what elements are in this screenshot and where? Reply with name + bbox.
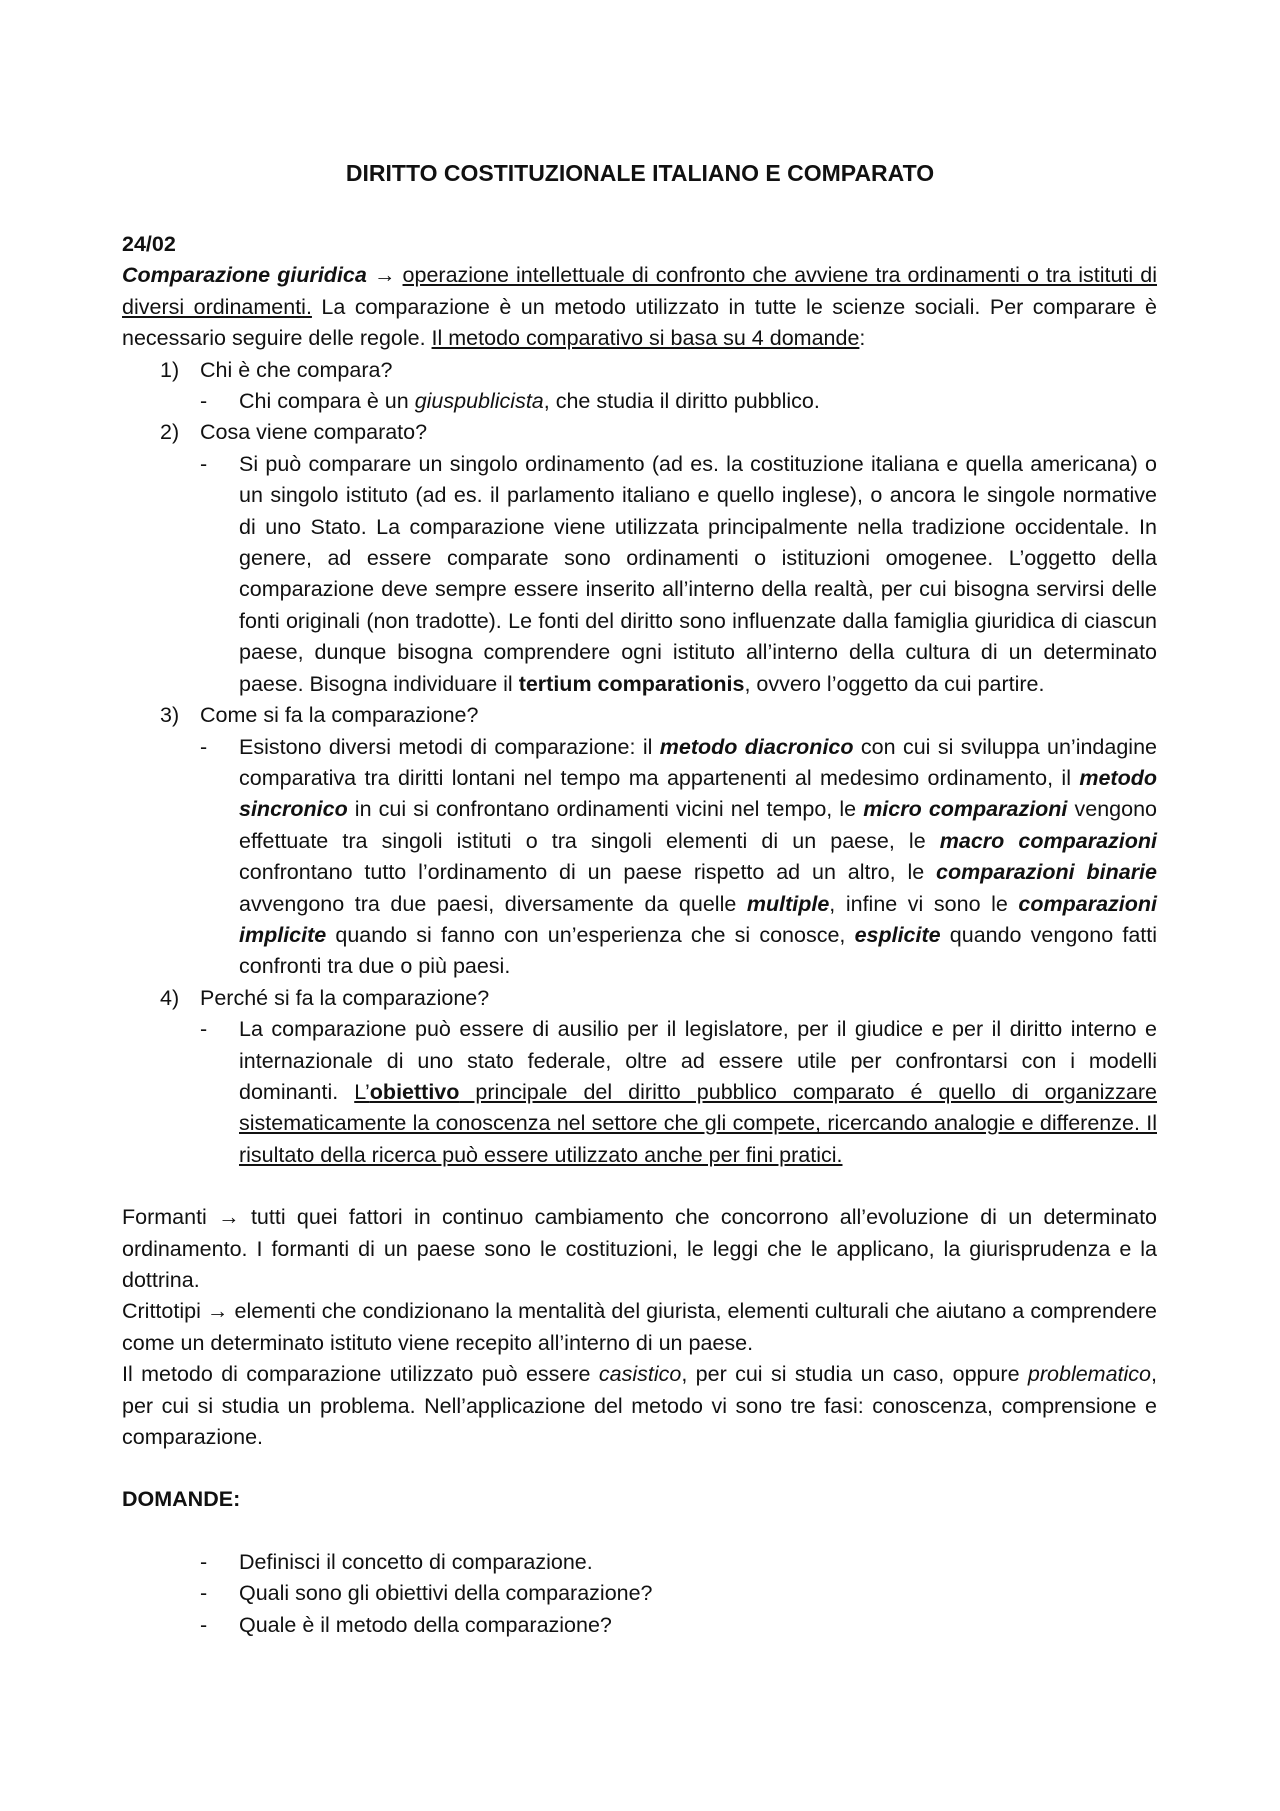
question-text: Perché si fa la comparazione? bbox=[200, 985, 490, 1010]
domanda-item-1 bbox=[122, 1547, 1157, 1578]
domanda-text: Definisci il concetto di comparazione. bbox=[239, 1549, 593, 1574]
crittotipi-term: Crittotipi bbox=[122, 1299, 201, 1324]
dash-bullet: - bbox=[200, 1017, 208, 1042]
question-number: 3) bbox=[160, 703, 180, 728]
answer-text: , ovvero l’oggetto da cui partire. bbox=[744, 671, 1045, 696]
date-heading: 24/02 bbox=[122, 232, 176, 256]
answer-italic: giuspublicista bbox=[414, 389, 544, 414]
document-title: DIRITTO COSTITUZIONALE ITALIANO E COMPARATO bbox=[345, 160, 935, 186]
answer-text: in cui si confrontano ordinamenti vicini nel tempo, le bbox=[347, 797, 864, 822]
metodo-text: , per cui si studia un caso, oppure bbox=[681, 1362, 1028, 1387]
question-text: Come si fa la comparazione? bbox=[200, 703, 479, 728]
formanti-text: → tutti quei fattori in continuo cambiamento che concorrono all’evoluzione di un determinato ordinamento. I formanti di un paese sono le costituzioni, le leggi che le applicano, la giurisprudenza e la dottrina. bbox=[122, 1205, 1157, 1292]
dash-bullet: - bbox=[200, 1612, 208, 1637]
question-text: Chi è che compara? bbox=[200, 357, 393, 382]
answer-text: , infine vi sono le bbox=[829, 891, 1019, 916]
spacer bbox=[122, 1453, 1157, 1484]
dash-bullet: - bbox=[200, 451, 208, 476]
answer-underlined: L’ bbox=[354, 1079, 370, 1104]
domanda-text: Quali sono gli obiettivi della comparazione? bbox=[239, 1581, 653, 1606]
answer-4 bbox=[122, 1014, 1157, 1171]
intro-term: Comparazione giuridica bbox=[122, 263, 367, 288]
answer-emphasis: macro comparazioni bbox=[939, 828, 1157, 853]
spacer bbox=[122, 1171, 1157, 1202]
intro-definition: operazione intellettuale di confronto che avviene tra ordinamenti o tra istituti di diversi ordinamenti. bbox=[122, 263, 1157, 319]
answer-emphasis: multiple bbox=[746, 891, 830, 916]
crittotipi-paragraph bbox=[122, 1296, 1157, 1359]
question-2 bbox=[122, 417, 1157, 448]
metodo-italic: problematico bbox=[1027, 1362, 1152, 1387]
answer-underlined: principale del diritto pubblico comparato é quello di organizzare sistematicamente la conoscenza nel settore che gli compete, ricercando analogie e differenze. Il risultato della ricerca può essere utilizzato anche per fini pratici. bbox=[239, 1079, 1158, 1167]
answer-emphasis: metodo diacronico bbox=[659, 734, 854, 759]
domanda-item-3 bbox=[122, 1610, 1157, 1641]
answer-bold: tertium comparationis bbox=[518, 671, 745, 696]
answer-underlined-bold: obiettivo bbox=[369, 1079, 460, 1104]
domanda-text: Quale è il metodo della comparazione? bbox=[239, 1612, 612, 1637]
method-statement: Il metodo comparativo si basa su 4 domande bbox=[431, 326, 860, 351]
answer-emphasis: micro comparazioni bbox=[863, 797, 1068, 822]
formanti-paragraph bbox=[122, 1202, 1157, 1296]
answer-text: Si può comparare un singolo ordinamento (ad es. la costituzione italiana e quella americana) o un singolo istituto (ad es. il parlamento italiano e quello inglese), o ancora le singole normative di uno Stato. La comparazione viene utilizzata principalmente nella tradizione occidentale. In genere, ad essere comparate sono ordinamenti o istituzioni omogenee. L’oggetto della comparazione deve sempre essere inserito all’interno della realtà, per cui bisogna servirsi delle fonti originali (non tradotte). Le fonti del diritto sono influenzate dalla famiglia giuridica di ciascun paese, dunque bisogna comprendere ogni istituto all’interno della cultura di un determinato paese. Bisogna individuare il bbox=[239, 451, 1157, 696]
answer-text: La comparazione può essere di ausilio per il legislatore, per il giudice e per il diritto interno e internazionale di uno stato federale, oltre ad essere utile per confrontarsi con i modelli dominanti. bbox=[239, 1017, 1157, 1104]
answer-emphasis: comparazioni binarie bbox=[936, 860, 1157, 885]
question-number: 2) bbox=[160, 420, 180, 445]
answer-3 bbox=[122, 732, 1157, 983]
answer-text: quando si fanno con un’esperienza che si conosce, bbox=[326, 922, 855, 947]
spacer bbox=[122, 1516, 1157, 1547]
arrow-glyph: → bbox=[373, 263, 396, 288]
answer-1 bbox=[122, 386, 1157, 417]
question-number: 1) bbox=[160, 357, 180, 382]
method-colon: : bbox=[859, 326, 866, 351]
question-3 bbox=[122, 700, 1157, 731]
answer-text: con cui si sviluppa un’indagine comparativa tra diritti lontani nel tempo ma appartenenti al medesimo ordinamento, il bbox=[239, 734, 1157, 790]
dash-bullet: - bbox=[200, 389, 208, 414]
metodo-text: , per cui si studia un problema. Nell’applicazione del metodo vi sono tre fasi: conoscenza, comprensione e comparazione. bbox=[122, 1362, 1157, 1450]
answer-emphasis: metodo sincronico bbox=[239, 765, 1157, 822]
question-4 bbox=[122, 983, 1157, 1014]
answer-emphasis: comparazioni implicite bbox=[239, 891, 1157, 947]
metodo-italic: casistico bbox=[598, 1362, 682, 1387]
dash-bullet: - bbox=[200, 734, 208, 759]
metodo-paragraph bbox=[122, 1359, 1157, 1453]
crittotipi-text: → elementi che condizionano la mentalità del giurista, elementi culturali che aiutano a comprendere come un determinato istituto viene recepito all’interno di un paese. bbox=[122, 1299, 1157, 1355]
dash-bullet: - bbox=[200, 1581, 208, 1606]
answer-2 bbox=[122, 449, 1157, 700]
answer-text: , che studia il diritto pubblico. bbox=[543, 389, 820, 414]
document-body bbox=[122, 229, 1157, 1641]
question-number: 4) bbox=[160, 985, 180, 1010]
answer-text: vengono effettuate tra singoli istituti o tra singoli elementi di un paese, le bbox=[239, 797, 1158, 853]
domande-heading: DOMANDE: bbox=[122, 1487, 241, 1512]
domanda-item-2 bbox=[122, 1578, 1157, 1609]
answer-text: quando vengono fatti confronti tra due o più paesi. bbox=[239, 922, 1157, 979]
answer-text: Chi compara è un bbox=[239, 389, 415, 414]
formanti-term: Formanti bbox=[122, 1205, 207, 1230]
answer-text: avvengono tra due paesi, diversamente da quelle bbox=[239, 891, 747, 916]
answer-text: Esistono diversi metodi di comparazione: il bbox=[239, 734, 660, 759]
question-1 bbox=[122, 355, 1157, 386]
dash-bullet: - bbox=[200, 1549, 208, 1574]
question-text: Cosa viene comparato? bbox=[200, 420, 428, 445]
intro-paragraph bbox=[122, 260, 1157, 354]
answer-emphasis: esplicite bbox=[854, 922, 941, 947]
metodo-text: Il metodo di comparazione utilizzato può essere bbox=[122, 1362, 599, 1387]
answer-text: confrontano tutto l’ordinamento di un paese rispetto ad un altro, le bbox=[239, 860, 937, 885]
intro-sentence: La comparazione è un metodo utilizzato in tutte le scienze sociali. Per comparare è necessario seguire delle regole. bbox=[122, 294, 1158, 351]
